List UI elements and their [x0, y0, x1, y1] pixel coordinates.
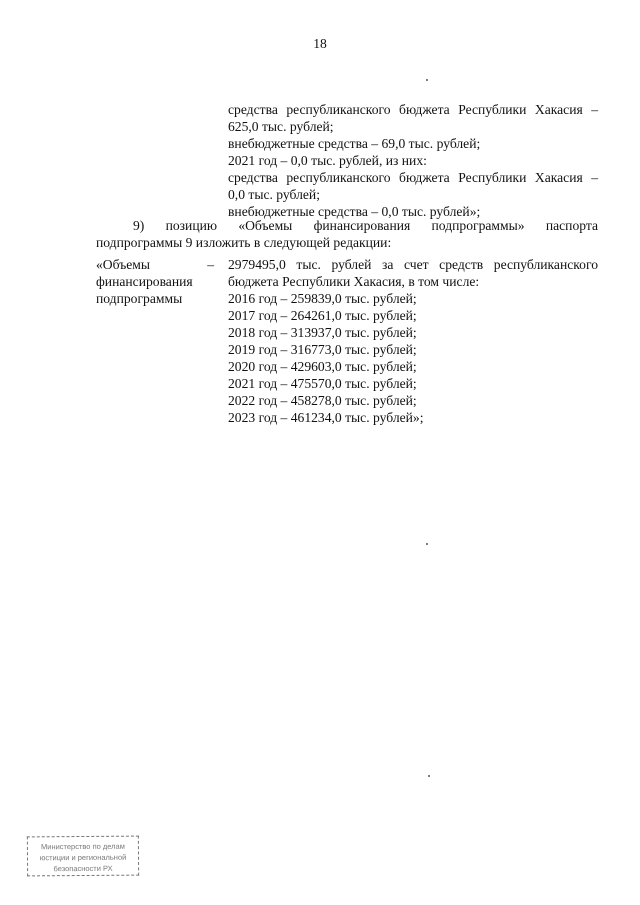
continuation-line: средства республиканского бюджета Республики Хакасия – — [228, 170, 598, 185]
stamp-line: Министерство по делам — [40, 841, 125, 852]
label-dash: – — [207, 257, 214, 272]
continuation-line: средства республиканского бюджета Республики Хакасия – — [228, 102, 598, 117]
scan-speck — [428, 775, 430, 777]
value-line: бюджета Республики Хакасия, в том числе: — [228, 274, 480, 289]
label-text: финансирования — [96, 274, 193, 289]
value-line: 2022 год – 458278,0 тыс. рублей; — [228, 393, 417, 408]
value-line: 2018 год – 313937,0 тыс. рублей; — [228, 325, 417, 340]
item-9-paragraph — [96, 217, 598, 251]
item-9-line: 9) позицию «Объемы финансирования подпрограммы» паспорта — [133, 218, 598, 233]
continuation-block — [228, 101, 598, 220]
item-9-line: подпрограммы 9 изложить в следующей редакции: — [96, 235, 392, 250]
value-line: 2019 год – 316773,0 тыс. рублей; — [228, 342, 417, 357]
passport-row-label — [96, 256, 214, 307]
value-line: 2021 год – 475570,0 тыс. рублей; — [228, 376, 417, 391]
stamp-line: юстиции и региональной — [39, 852, 127, 863]
value-line: 2017 год – 264261,0 тыс. рублей; — [228, 308, 417, 323]
value-line: 2023 год – 461234,0 тыс. рублей»; — [228, 410, 424, 425]
value-line: 2979495,0 тыс. рублей за счет средств республиканского — [228, 257, 598, 272]
continuation-line: 2021 год – 0,0 тыс. рублей, из них: — [228, 153, 427, 168]
label-text: подпрограммы — [96, 291, 183, 306]
scan-speck — [426, 79, 428, 81]
value-line: 2020 год – 429603,0 тыс. рублей; — [228, 359, 417, 374]
stamp-line: безопасности РХ — [53, 863, 113, 874]
continuation-line: 625,0 тыс. рублей; — [228, 119, 334, 134]
value-line: 2016 год – 259839,0 тыс. рублей; — [228, 291, 417, 306]
scan-speck — [426, 543, 428, 545]
registration-stamp — [27, 836, 139, 877]
page-number: 18 — [313, 36, 327, 51]
passport-row-value — [228, 256, 598, 426]
continuation-line: внебюджетные средства – 0,0 тыс. рублей»; — [228, 204, 481, 219]
continuation-line: внебюджетные средства – 69,0 тыс. рублей; — [228, 136, 481, 151]
continuation-line: 0,0 тыс. рублей; — [228, 187, 320, 202]
label-text: «Объемы — [96, 257, 150, 272]
